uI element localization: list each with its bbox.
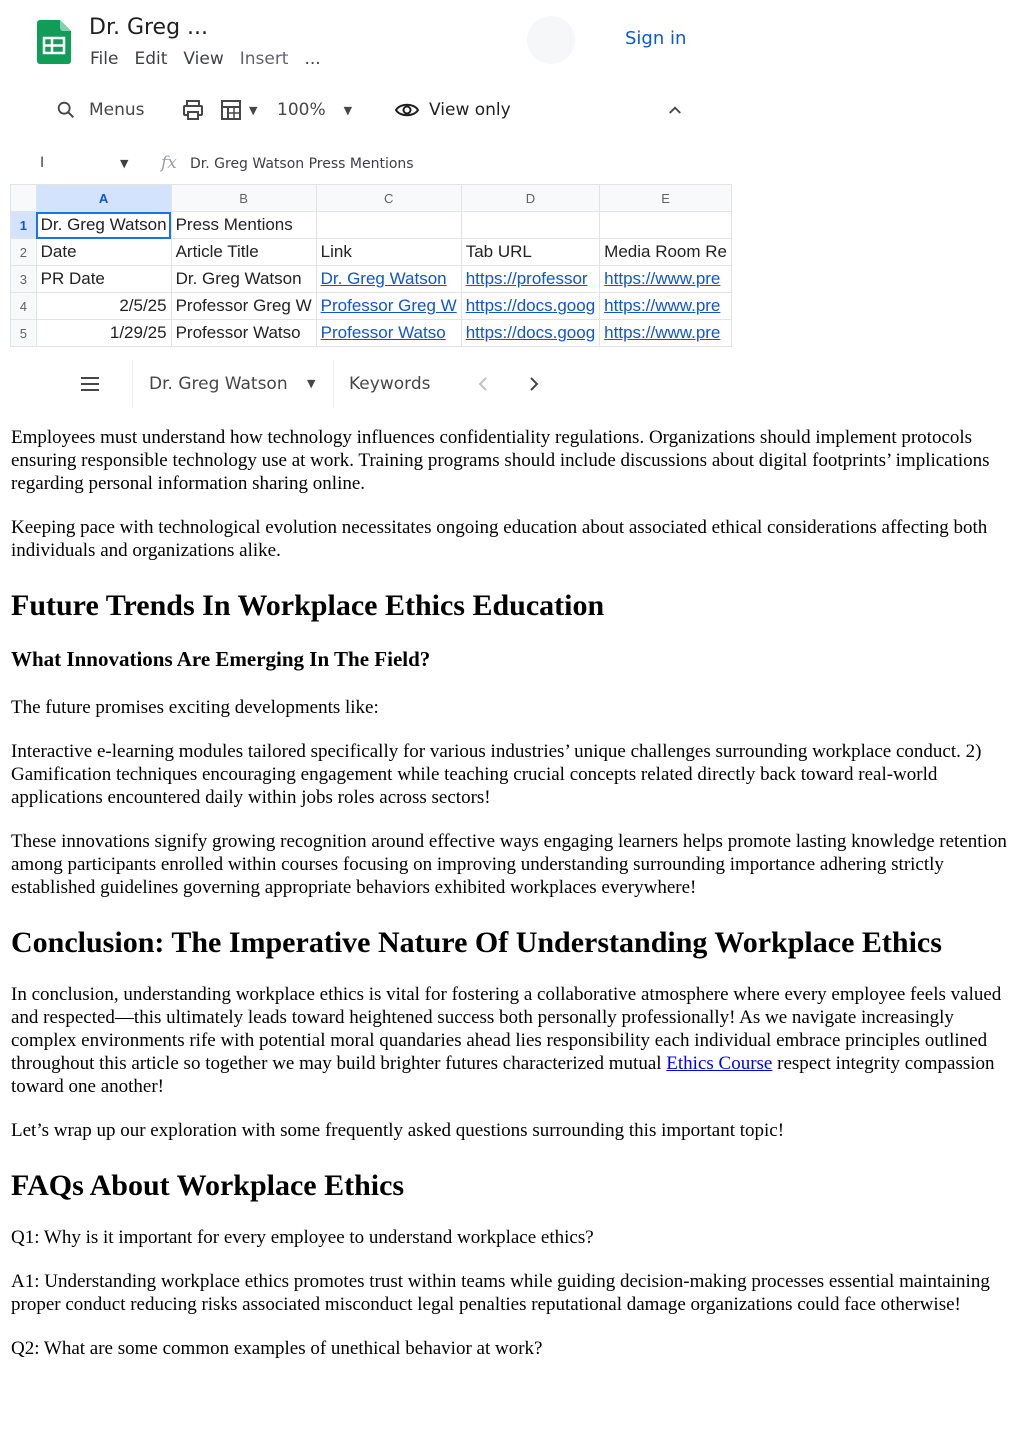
article-body xyxy=(11,426,1016,1381)
chevron-down-icon: ▼ xyxy=(249,103,258,117)
menu-view[interactable]: View xyxy=(183,49,224,69)
zoom-value: 100% xyxy=(277,100,326,120)
table-row xyxy=(11,212,732,239)
table-row xyxy=(11,320,732,347)
chevron-down-icon: ▼ xyxy=(307,377,316,390)
row-header[interactable]: 2 xyxy=(11,239,37,266)
row-header[interactable]: 5 xyxy=(11,320,37,347)
cell[interactable]: Professor Watso xyxy=(171,320,316,347)
cell[interactable]: 1/29/25 xyxy=(36,320,171,347)
cell[interactable]: Press Mentions xyxy=(171,212,316,239)
paragraph xyxy=(11,983,1016,1098)
table-row xyxy=(11,266,732,293)
menu-edit[interactable]: Edit xyxy=(134,49,168,69)
spreadsheet-grid[interactable] xyxy=(10,184,732,359)
column-header-e[interactable]: E xyxy=(600,185,732,212)
corner-cell[interactable] xyxy=(11,185,37,212)
column-header-d[interactable]: D xyxy=(461,185,599,212)
cell-link[interactable]: Professor Greg W xyxy=(316,293,461,320)
cell[interactable]: Dr. Greg Watson xyxy=(36,212,171,239)
formula-bar xyxy=(0,150,740,180)
formula-value[interactable]: Dr. Greg Watson Press Mentions xyxy=(190,156,414,172)
view-only-button[interactable] xyxy=(395,92,511,128)
sheets-logo-icon xyxy=(37,20,71,64)
cell-link[interactable]: https://www.pre xyxy=(600,266,732,293)
chevron-up-icon xyxy=(666,101,684,119)
paragraph: Interactive e-learning modules tailored specifically for various industries’ unique challenges surrounding workplace conduct. 2) Gamification techniques encouraging engagement while teaching crucial concepts related directly back toward real-world applications encountered daily within jobs roles across sectors! xyxy=(11,741,982,808)
cell[interactable] xyxy=(316,212,461,239)
cell-link[interactable]: https://www.pre xyxy=(600,320,732,347)
zoom-select[interactable] xyxy=(277,92,352,128)
cell[interactable]: Dr. Greg Watson xyxy=(171,266,316,293)
print-button[interactable] xyxy=(181,92,205,128)
cell-link[interactable]: Professor Watso xyxy=(316,320,461,347)
toolbar xyxy=(0,92,740,128)
faq-answer: A1: Understanding workplace ethics promotes trust within teams while guiding decision-making processes essential maintaining proper conduct reducing risks associated misconduct legal penalties reputational damage organizations could face otherwise! xyxy=(11,1271,990,1315)
cell[interactable]: 2/5/25 xyxy=(36,293,171,320)
view-only-label: View only xyxy=(429,100,511,120)
cell[interactable]: Media Room Re xyxy=(600,239,732,266)
row-header[interactable]: 4 xyxy=(11,293,37,320)
section-heading: FAQs About Workplace Ethics xyxy=(11,1169,405,1202)
sheet-tab-label: Dr. Greg Watson xyxy=(149,374,288,394)
chevron-down-icon: ▼ xyxy=(343,103,353,117)
table-format-icon xyxy=(219,98,243,122)
scroll-right-icon[interactable] xyxy=(527,375,541,393)
column-header-b[interactable]: B xyxy=(171,185,316,212)
print-icon xyxy=(181,98,205,122)
paragraph: These innovations signify growing recognition around effective ways engaging learners helps promote lasting knowledge retention among participants enrolled within courses focusing on improving understanding surrounding importance adhering strictly established guidelines governing appropriate behaviors exhibited workplaces everywhere! xyxy=(11,831,1007,898)
collapse-toolbar-button[interactable] xyxy=(666,92,684,128)
cell-link[interactable]: Dr. Greg Watson xyxy=(316,266,461,293)
row-header[interactable]: 3 xyxy=(11,266,37,293)
menus-label: Menus xyxy=(89,100,145,120)
faq-question: Q1: Why is it important for every employee to understand workplace ethics? xyxy=(11,1227,594,1248)
scroll-left-icon[interactable] xyxy=(476,375,490,393)
cell[interactable] xyxy=(600,212,732,239)
paragraph: The future promises exciting developments like: xyxy=(11,697,379,718)
cell[interactable]: Date xyxy=(36,239,171,266)
all-sheets-menu-icon[interactable] xyxy=(79,375,101,393)
sheets-embed xyxy=(0,0,740,410)
cell[interactable]: Article Title xyxy=(171,239,316,266)
menu-file[interactable]: File xyxy=(90,49,119,69)
subsection-heading: What Innovations Are Emerging In The Field? xyxy=(11,647,431,671)
paragraph: Let’s wrap up our exploration with some frequently asked questions surrounding this important topic! xyxy=(11,1120,785,1141)
chevron-down-icon[interactable]: ▼ xyxy=(120,157,129,170)
sheet-tabs-bar xyxy=(0,360,740,408)
sheet-tab[interactable] xyxy=(334,360,456,408)
eye-icon xyxy=(395,98,419,122)
column-header-row xyxy=(11,185,732,212)
cell-link[interactable]: https://www.pre xyxy=(600,293,732,320)
ethics-course-link[interactable]: Ethics Course xyxy=(666,1053,773,1074)
menu-insert[interactable]: Insert xyxy=(239,49,289,69)
name-box[interactable]: I xyxy=(40,155,45,171)
column-header-a[interactable]: A xyxy=(36,185,171,212)
menu-bar xyxy=(90,49,337,69)
section-heading: Conclusion: The Imperative Nature Of Understanding Workplace Ethics xyxy=(11,926,942,959)
cell[interactable]: Tab URL xyxy=(461,239,599,266)
cell[interactable]: Professor Greg W xyxy=(171,293,316,320)
cell[interactable]: Link xyxy=(316,239,461,266)
paragraph-text: respect integrity compassion toward one another! xyxy=(11,1053,995,1097)
row-header[interactable]: 1 xyxy=(11,212,37,239)
column-header-c[interactable]: C xyxy=(316,185,461,212)
avatar[interactable] xyxy=(527,16,575,64)
sign-in-button[interactable]: Sign in xyxy=(625,28,687,49)
sheet-tab-active[interactable] xyxy=(132,360,334,408)
search-icon xyxy=(55,99,77,121)
paragraph-text: In conclusion, understanding workplace ethics is vital for fostering a collaborative atmosphere where every employee feels valued and respected—this ultimately leads toward heightened success both personally professionally! As we navigate increasingly complex environments rife with potential moral quandaries ahead lies responsibility each individual embrace principles outlined throughout this article so together we may build brighter futures characterized mutual xyxy=(11,984,1002,1074)
table-row xyxy=(11,293,732,320)
cell[interactable]: PR Date xyxy=(36,266,171,293)
faq-question: Q2: What are some common examples of unethical behavior at work? xyxy=(11,1338,543,1359)
fx-icon: fx xyxy=(161,153,177,173)
cell[interactable] xyxy=(461,212,599,239)
format-menu-button[interactable] xyxy=(219,92,257,128)
paragraph: Keeping pace with technological evolution necessitates ongoing education about associated ethical considerations affecting both individuals and organizations alike. xyxy=(11,517,988,561)
paragraph: Employees must understand how technology influences confidentiality regulations. Organizations should implement protocols ensuring responsible technology use at work. Training programs should include discussions about digital footprints’ implications regarding personal information sharing online. xyxy=(11,427,990,494)
section-heading: Future Trends In Workplace Ethics Education xyxy=(11,589,605,622)
cell-link[interactable]: https://docs.goog xyxy=(461,320,599,347)
menu-more[interactable]: ... xyxy=(304,49,321,69)
table-row xyxy=(11,239,732,266)
cell-link[interactable]: https://professor xyxy=(461,266,599,293)
document-title[interactable]: Dr. Greg ... xyxy=(89,15,209,40)
sheet-tab-label: Keywords xyxy=(349,374,431,394)
cell-link[interactable]: https://docs.goog xyxy=(461,293,599,320)
menus-search-button[interactable] xyxy=(55,92,145,128)
